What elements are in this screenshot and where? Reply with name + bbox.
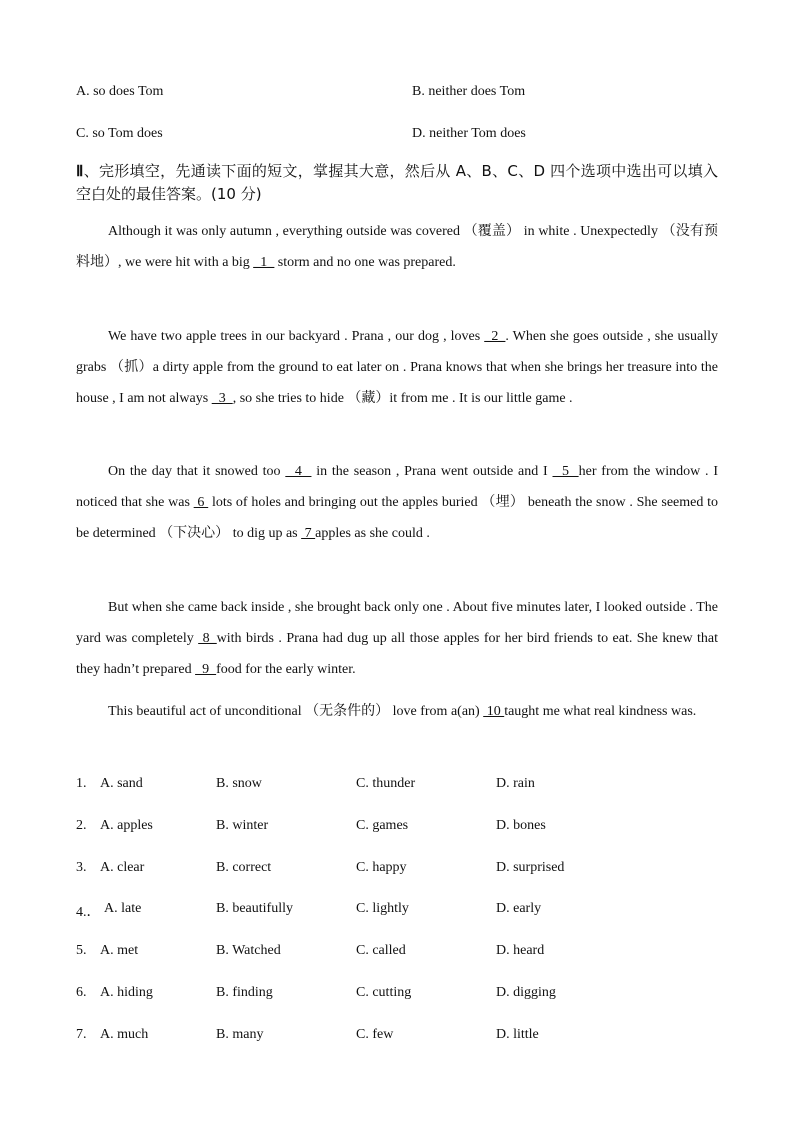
blank-5: 5 (552, 464, 579, 479)
choice-a: A. sand (100, 776, 143, 791)
blank-9: 9 (195, 662, 217, 677)
question-row-4 (76, 901, 756, 923)
text: in white . Unexpectedly (520, 224, 662, 239)
option-b: B. neither does Tom (412, 84, 526, 99)
text: to dig up as (229, 526, 302, 541)
text: , we were hit with a big (118, 255, 254, 270)
prev-question-options-row-2 (76, 126, 756, 146)
question-number: 1. (76, 776, 87, 791)
choice-d: D. little (496, 1027, 539, 1042)
chinese-gloss: （埋） (481, 494, 525, 510)
blank-8: 8_ (198, 631, 217, 646)
text: This beautiful act of unconditional (108, 704, 306, 719)
text: love from a(an) (389, 704, 484, 719)
choice-c: C. called (356, 943, 406, 958)
text: a dirty apple from the ground to eat later on . Prana knows that when she brings her treasure into the house , I am not always (76, 360, 719, 406)
blank-10: 10 (483, 704, 505, 719)
question-row-3 (76, 860, 756, 882)
text: On the day that it snowed too (108, 464, 286, 479)
choice-c: C. games (356, 818, 409, 833)
text: taught me what real kindness was. (504, 704, 697, 719)
text: Although it was only autumn , everything outside was covered (108, 224, 464, 239)
choice-a: A. apples (100, 818, 153, 833)
chinese-gloss: （藏） (347, 390, 390, 406)
text: it from me . It is our little game . (389, 391, 573, 406)
choice-b: B. correct (216, 860, 272, 875)
section-number: Ⅱ (76, 164, 84, 180)
question-number: 2. (76, 818, 87, 833)
blank-7: 7 (301, 526, 316, 541)
prev-question-options-row-1 (76, 84, 756, 104)
choice-a: A. hiding (100, 985, 153, 1000)
chinese-gloss: （覆盖） (463, 223, 521, 239)
option-d: D. neither Tom does (412, 126, 526, 141)
blank-6: 6 (193, 495, 209, 510)
passage-paragraph-2 (76, 321, 718, 414)
text: food for the early winter. (216, 662, 356, 677)
question-row-5 (76, 943, 756, 965)
choice-a: A. clear (100, 860, 145, 875)
choice-d: D. bones (496, 818, 546, 833)
question-number: 6. (76, 985, 87, 1000)
text: in the season , Prana went outside and I (311, 464, 553, 479)
chinese-gloss: （抓） (110, 359, 153, 375)
option-a: A. so does Tom (76, 84, 164, 99)
choice-b: B. finding (216, 985, 273, 1000)
question-row-2 (76, 818, 756, 840)
choice-b: B. winter (216, 818, 269, 833)
option-c: C. so Tom does (76, 126, 163, 141)
text: lots of holes and bringing out the apples buried (208, 495, 482, 510)
passage-paragraph-5 (76, 696, 718, 727)
choice-c: C. thunder (356, 776, 416, 791)
text: We have two apple trees in our backyard . Prana , our dog , loves (108, 329, 485, 344)
choice-d: D. digging (496, 985, 556, 1000)
blank-3: 3 (211, 391, 233, 406)
choice-d: D. rain (496, 776, 535, 791)
passage-paragraph-1 (76, 216, 718, 278)
blank-2: _2_ (484, 329, 506, 344)
choice-c: C. happy (356, 860, 407, 875)
choice-a: A. much (100, 1027, 149, 1042)
choice-a: A. late (104, 901, 142, 916)
blank-1: _1_ (253, 255, 275, 270)
choice-c: C. cutting (356, 985, 412, 1000)
choice-b: B. Watched (216, 943, 281, 958)
question-number: 5. (76, 943, 87, 958)
text: , so she tries to hide (232, 391, 348, 406)
choice-d: D. early (496, 901, 542, 916)
chinese-gloss: （没有预料地） (76, 223, 719, 270)
choice-b: B. snow (216, 776, 262, 791)
text: beneath the snow . She seemed to be determined (76, 495, 719, 541)
question-number: 3. (76, 860, 87, 875)
text: . When she goes outside , she usually grabs (76, 329, 718, 375)
question-number: 7. (76, 1027, 87, 1042)
choice-d: D. heard (496, 943, 545, 958)
text: But when she came back inside , she brought back only one . About five minutes later, I looked outside . The yard was completely (76, 600, 718, 646)
chinese-gloss: （无条件的） (305, 703, 390, 719)
text: apples as she could . (315, 526, 430, 541)
blank-4: 4 (285, 464, 312, 479)
choice-a: A. met (100, 943, 139, 958)
question-number: 4.． (76, 905, 101, 920)
question-row-7 (76, 1027, 756, 1049)
text: her from the window . I noticed that she was (76, 464, 718, 510)
passage-paragraph-3 (76, 456, 718, 549)
question-row-6 (76, 985, 756, 1007)
text: with birds . Prana had dug up all those apples for her bird friends to eat. She knew that they hadn’t prepared (76, 631, 718, 677)
section-instruction: 、完形填空，先通读下面的短文，掌握其大意，然后从 A、B、C、D 四个选项中选出可以填入空白处的最佳答案。(10 分) (76, 162, 718, 203)
choice-c: C. few (356, 1027, 394, 1042)
choice-b: B. many (216, 1027, 264, 1042)
question-row-1 (76, 776, 756, 798)
passage-paragraph-4 (76, 592, 718, 685)
choice-d: D. surprised (496, 860, 565, 875)
text: storm and no one was prepared. (274, 255, 456, 270)
choice-b: B. beautifully (216, 901, 293, 916)
chinese-gloss: （下决心） (159, 525, 230, 541)
choice-c: C. lightly (356, 901, 409, 916)
section-heading (76, 160, 718, 205)
